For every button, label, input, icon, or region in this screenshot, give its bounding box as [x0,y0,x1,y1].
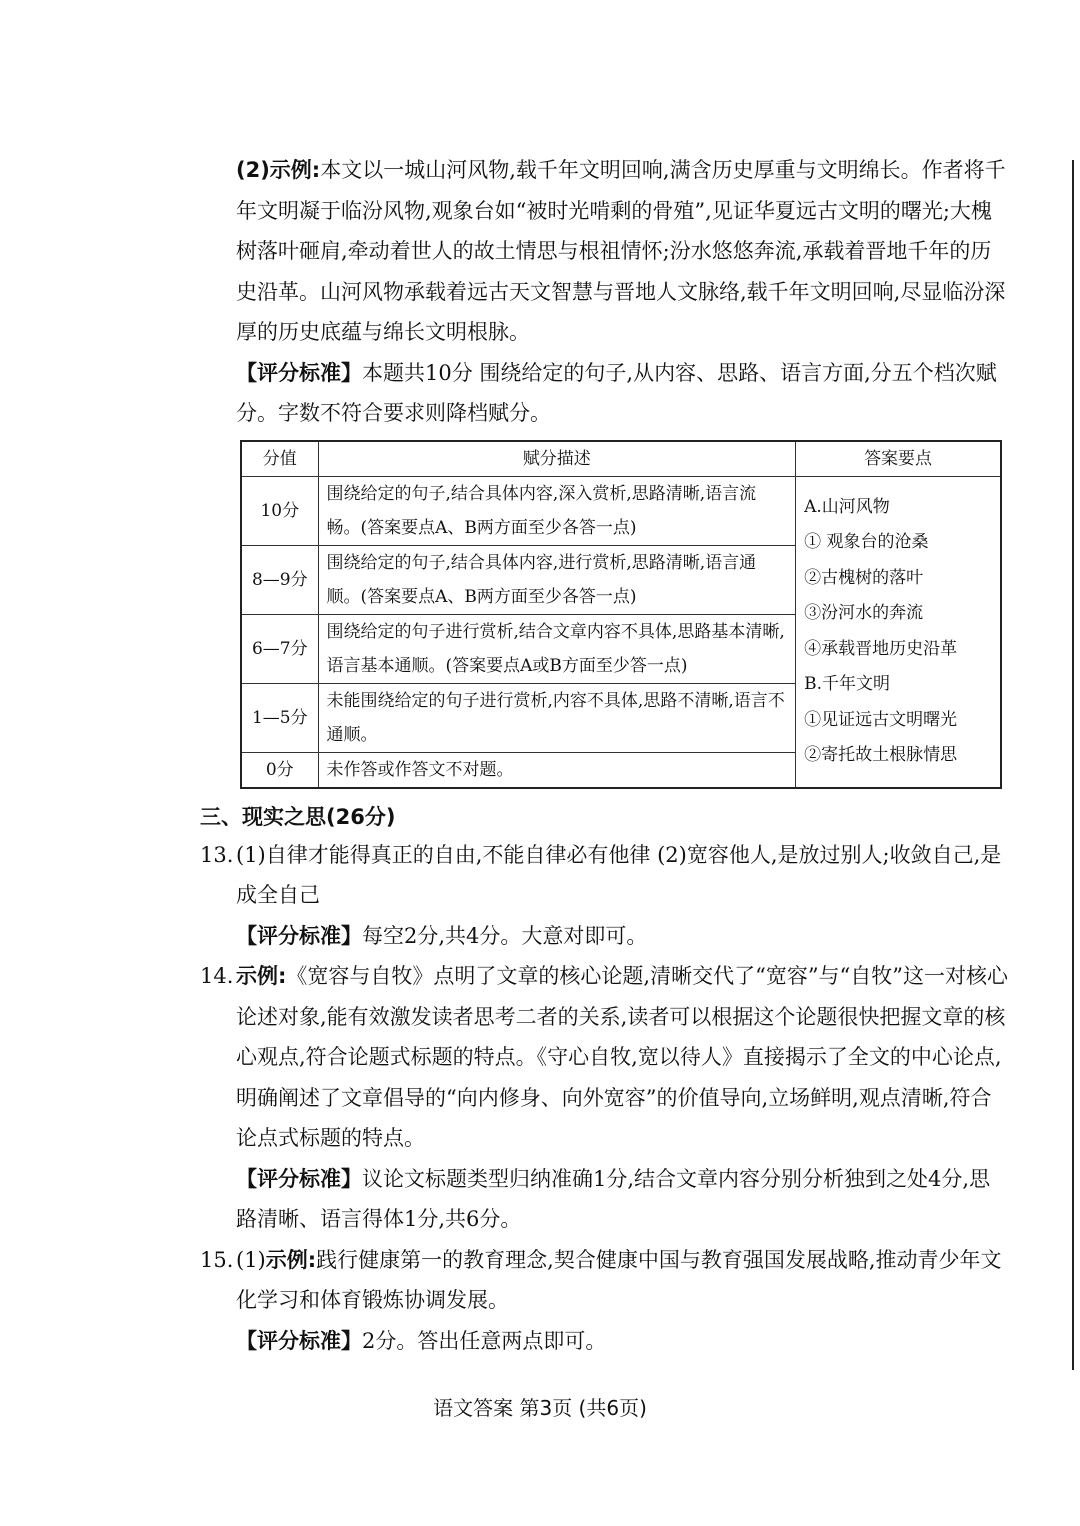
answer-point: A.山河风物 [804,496,890,517]
row-desc: 围绕给定的句子,结合具体内容,深入赏析,思路清晰,语言流畅。(答案要点A、B两方面至少各答一点) [318,476,796,545]
row-score: 1—5分 [241,683,318,752]
q12-grading-text: 本题共10分 围绕给定的句子,从内容、思路、语言方面,分五个档次赋分。字数不符合要求则降档赋分。 [236,360,997,425]
q15-text: 践行健康第一的教育理念,契合健康中国与教育强国发展战略,推动青少年文化学习和体育锻炼协调发展。 [236,1247,1002,1312]
answer-points-cell [796,476,1001,788]
grading-table [240,440,1002,789]
q15-grading-text: 2分。答出任意两点即可。 [362,1328,607,1353]
q14-grading-label: 【评分标准】 [236,1166,362,1191]
q15-number: 15. [200,1247,234,1272]
q13-grading-text: 每空2分,共4分。大意对即可。 [362,923,648,948]
answer-point: B.千年文明 [804,674,891,694]
q12-part2-label: (2)示例: [236,158,321,182]
answer-point: ①见证远古文明曙光 [804,709,958,730]
header-points: 答案要点 [796,441,1001,477]
q13-number: 13. [200,842,234,867]
q14-text: 《宽容与自牧》点明了文章的核心论题,清晰交代了“宽容”与“自牧”这一对核心论述对象,能有效激发读者思考二者的关系,读者可以根据这个论题很快把握文章的核心观点,符合论题式标题的特点。《守心自牧,宽以待人》直接揭示了全文的中心论点,明确阐述了文章倡导的“向内修身、向外宽容”的价值导向,立场鲜明,观点清晰,符合论点式标题的特点。 [236,964,1009,1150]
q14-grading [200,1159,1010,1240]
header-score: 分值 [241,441,318,477]
answer-point: ②古槐树的落叶 [804,567,924,588]
q13-answer [200,835,1010,916]
answer-point: ④承载晋地历史沿革 [804,638,958,659]
q12-grading-label: 【评分标准】 [236,360,362,385]
q15-label: 示例: [265,1247,317,1272]
grading-table-header [241,441,1001,477]
q14-label: 示例: [236,964,287,988]
page-edge-line [1072,160,1074,1370]
row-score: 8—9分 [241,545,318,614]
row-score: 6—7分 [241,614,318,683]
answer-point: ③汾河水的奔流 [804,603,924,623]
q12-part2-text: 本文以一城山河风物,载千年文明回响,满含历史厚重与文明绵长。作者将千年文明凝于临汾风物,观象台如“被时光啃剩的骨殖”,见证华夏远古文明的曙光;大槐树落叶砸肩,牵动着世人的故土情思与根祖情怀;汾水悠悠奔流,承载着晋地千年的历史沿革。山河风物承载着远古天文智慧与晋地人文脉络,载千年文明回响,尽显临汾深厚的历史底蕴与绵长文明根脉。 [236,158,1006,344]
q14-answer [200,956,1010,1159]
header-desc: 赋分描述 [318,441,796,477]
row-desc: 未能围绕给定的句子进行赏析,内容不具体,思路不清晰,语言不通顺。 [318,683,796,752]
row-score: 0分 [241,752,318,788]
answer-point: ②寄托故土根脉情思 [804,745,958,765]
row-desc: 未作答或作答文不对题。 [318,752,796,788]
table-row [241,476,1001,545]
q15-prefix: (1) [236,1247,266,1272]
q13-grading [200,916,1010,957]
q14-number: 14. [200,964,234,988]
answer-point: ① 观象台的沧桑 [804,532,929,552]
q13-text: (1)自律才能得真正的自由,不能自律必有他律 (2)宽容他人,是放过别人;收敛自己,是成全自己 [236,842,1002,907]
q13-grading-label: 【评分标准】 [236,923,362,948]
q12-grading [200,353,1010,434]
page-footer: 语文答案 第3页 (共6页) [433,1396,647,1420]
row-desc: 围绕给定的句子进行赏析,结合文章内容不具体,思路基本清晰,语言基本通顺。(答案要点A或B方面至少答一点) [318,614,796,683]
answer-page [200,150,1010,1361]
row-score: 10分 [241,476,318,545]
row-desc: 围绕给定的句子,结合具体内容,进行赏析,思路清晰,语言通顺。(答案要点A、B两方面至少各答一点) [318,545,796,614]
q15-grading [200,1321,1010,1362]
section-heading: 三、现实之思(26分) [200,804,396,829]
q14-grading-text: 议论文标题类型归纳准确1分,结合文章内容分别分析独到之处4分,思路清晰、语言得体1分,共6分。 [236,1166,991,1231]
q12-part2-answer [200,150,1010,353]
q15-answer [200,1240,1010,1321]
q15-grading-label: 【评分标准】 [236,1328,362,1353]
